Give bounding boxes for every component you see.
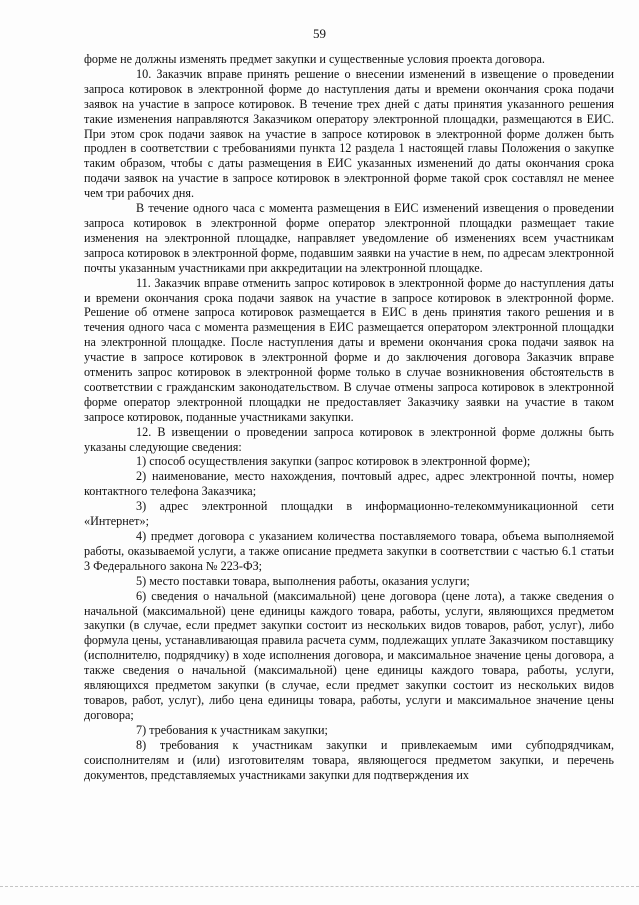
list-item-1: 1) способ осуществления закупки (запрос котировок в электронной форме); (136, 454, 531, 469)
paragraph-continuation: форме не должны изменять предмет закупки и существенные условия проекта договора. (84, 52, 545, 66)
paragraph-item-10: 10. Заказчик вправе принять решение о внесении изменений в извещение о проведении запроса котировок в электронной форме до наступления даты и времени окончания срока подачи заявок на участие в запросе котировок. В течение трех дней с даты принятия указанного решения такие изменения направляются Заказчиком оператору электронной площадки, размещаются в ЕИС. При этом срок подачи заявок на участие в запросе котировок в электронной форме должен быть продлен в соответствии с требованиями пункта 12 раздела 1 настоящей главы Положения о закупке таким образом, чтобы с даты размещения в ЕИС указанных изменений до даты окончания срока подачи заявок на участие в запросе котировок в электронной форме такой срок составлял не менее чем три рабочих дня. (84, 66, 614, 201)
page-number: 59 (313, 26, 326, 41)
list-item-6: 6) сведения о начальной (максимальной) цене договора (цене лота), а также сведения о начальной (максимальной) цене единицы каждого товара, работы, услуги, являющихся предметом закупки (в случае, если предмет закупки состоит из нескольких видов товаров, работ, услуг), либо формула цены, устанавливающая правила расчета сумм, подлежащих уплате Заказчиком поставщику (исполнителю, подрядчику) в ходе исполнения договора, и максимальное значение цены договора, а также сведения о начальной (максимальной) цене единицы каждого товара, работы, услуги, являющихся предметом закупки (в случае, если предмет закупки состоит из нескольких видов товаров, работ, услуг), либо цена единицы товара, работы, услуги и максимальное значение цены договора; (84, 588, 614, 722)
paragraph-notification-changes: В течение одного часа с момента размещения в ЕИС изменений извещения о проведении запроса котировок в электронной форме оператор электронной площадки размещает такие изменения на электронной площадке, направляет уведомление об изменениях всем участникам запроса котировок в электронной форме, подавшим заявки на участие в нем, по адресам электронной почты указанным участниками при аккредитации на электронной площадке. (84, 201, 614, 275)
list-item-5: 5) место поставки товара, выполнения работы, оказания услуги; (136, 573, 470, 588)
list-item-2: 2) наименование, место нахождения, почтовый адрес, адрес электронной почты, номер контактного телефона Заказчика; (84, 469, 614, 499)
scan-fold-line (0, 886, 639, 887)
list-item-3: 3) адрес электронной площадки в информационно-телекоммуникационной сети «Интернет»; (84, 499, 614, 529)
list-item-7: 7) требования к участникам закупки; (136, 722, 328, 737)
list-item-8: 8) требования к участникам закупки и привлекаемым ими субподрядчикам, соисполнителям и (или) изготовителям товара, являющегося предметом закупки, и перечень документов, представляемых участниками закупки для подтверждения их (84, 737, 614, 782)
list-item-4: 4) предмет договора с указанием количества поставляемого товара, объема выполняемой работы, оказываемой услуги, а также описание предмета закупки в соответствии с частью 6.1 статьи 3 Федерального закона № 223-ФЗ; (84, 529, 614, 573)
paragraph-item-11: 11. Заказчик вправе отменить запрос котировок в электронной форме до наступления даты и времени окончания срока подачи заявок на участие в запросе котировок в электронной форме. Решение об отмене запроса котировок размещается в ЕИС в день принятия такого решения и в течения одного часа с момента размещения в ЕИС размещается оператором электронной площадки на электронной площадке. После наступления даты и времени окончания срока подачи заявок на участие в запросе котировок в электронной форме и до заключения договора Заказчик вправе отменить запрос котировок в электронной форме только в случае возникновения обстоятельств в соответствии с гражданским законодательством. В случае отмены запроса котировок в электронной форме оператор электронной площадки не предоставляет Заказчику заявки на участие в таком запросе котировок, поданные участниками закупки. (84, 275, 614, 424)
body-text (84, 52, 614, 782)
paragraph-item-12: 12. В извещении о проведении запроса котировок в электронной форме должны быть указаны следующие сведения: (84, 424, 614, 454)
